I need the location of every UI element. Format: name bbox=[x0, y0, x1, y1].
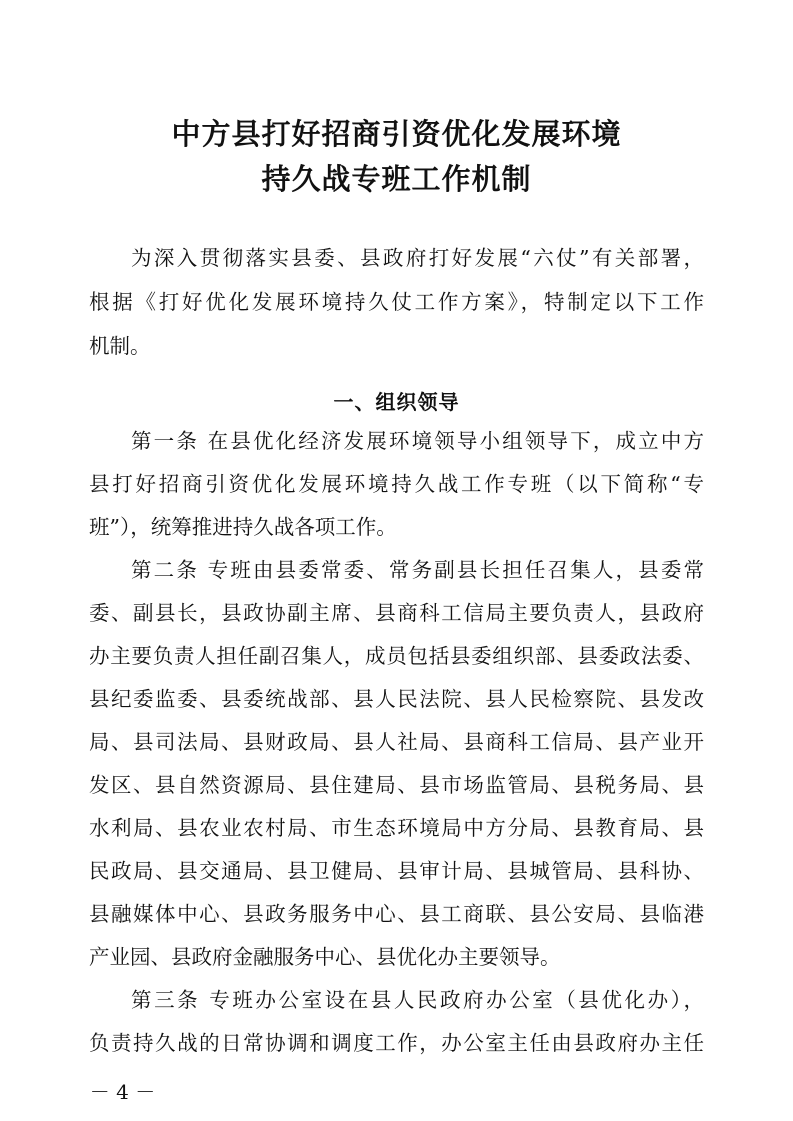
paragraph-line: 第三条 专班办公室设在县人民政府办公室（县优化办）， bbox=[131, 988, 704, 1012]
paragraph-line: 民政局、县交通局、县卫健局、县审计局、县城管局、县科协、 bbox=[89, 859, 704, 883]
paragraph-line: 办主要负责人担任副召集人，成员包括县委组织部、县委政法委、 bbox=[89, 644, 704, 668]
paragraph-line: 产业园、县政府金融服务中心、县优化办主要领导。 bbox=[89, 945, 561, 969]
paragraph-line: 水利局、县农业农村局、市生态环境局中方分局、县教育局、县 bbox=[89, 816, 704, 840]
paragraph-line: 班”），统筹推进持久战各项工作。 bbox=[89, 515, 397, 539]
paragraph-line: 县纪委监委、县委统战部、县人民法院、县人民检察院、县发改 bbox=[89, 687, 704, 711]
paragraph-line: 局、县司法局、县财政局、县人社局、县商科工信局、县产业开 bbox=[89, 730, 704, 754]
paragraph-line: 发区、县自然资源局、县住建局、县市场监管局、县税务局、县 bbox=[89, 773, 704, 797]
paragraph-line: 县融媒体中心、县政务服务中心、县工商联、县公安局、县临港 bbox=[89, 902, 704, 926]
paragraph-line: 委、副县长，县政协副主席、县商科工信局主要负责人，县政府 bbox=[89, 601, 704, 625]
paragraph-line: 机制。 bbox=[89, 334, 151, 358]
title-line: 持久战专班工作机制 bbox=[261, 162, 532, 196]
paragraph-line: 第一条 在县优化经济发展环境领导小组领导下，成立中方 bbox=[131, 429, 704, 453]
paragraph-line: 负责持久战的日常协调和调度工作，办公室主任由县政府办主任 bbox=[89, 1031, 704, 1055]
section-heading: 一、组织领导 bbox=[333, 390, 460, 414]
paragraph-line: 第二条 专班由县委常委、常务副县长担任召集人，县委常 bbox=[131, 558, 704, 582]
paragraph-line: 为深入贯彻落实县委、县政府打好发展“六仗”有关部署， bbox=[131, 246, 704, 270]
document-title bbox=[0, 112, 793, 202]
paragraph-line: 县打好招商引资优化发展环境持久战工作专班（以下简称“专 bbox=[89, 472, 704, 496]
paragraph-line: 根据《打好优化发展环境持久仗工作方案》，特制定以下工作 bbox=[89, 290, 704, 314]
title-line: 中方县打好招商引资优化发展环境 bbox=[171, 117, 622, 151]
page-number: － 4 － bbox=[89, 1080, 156, 1104]
